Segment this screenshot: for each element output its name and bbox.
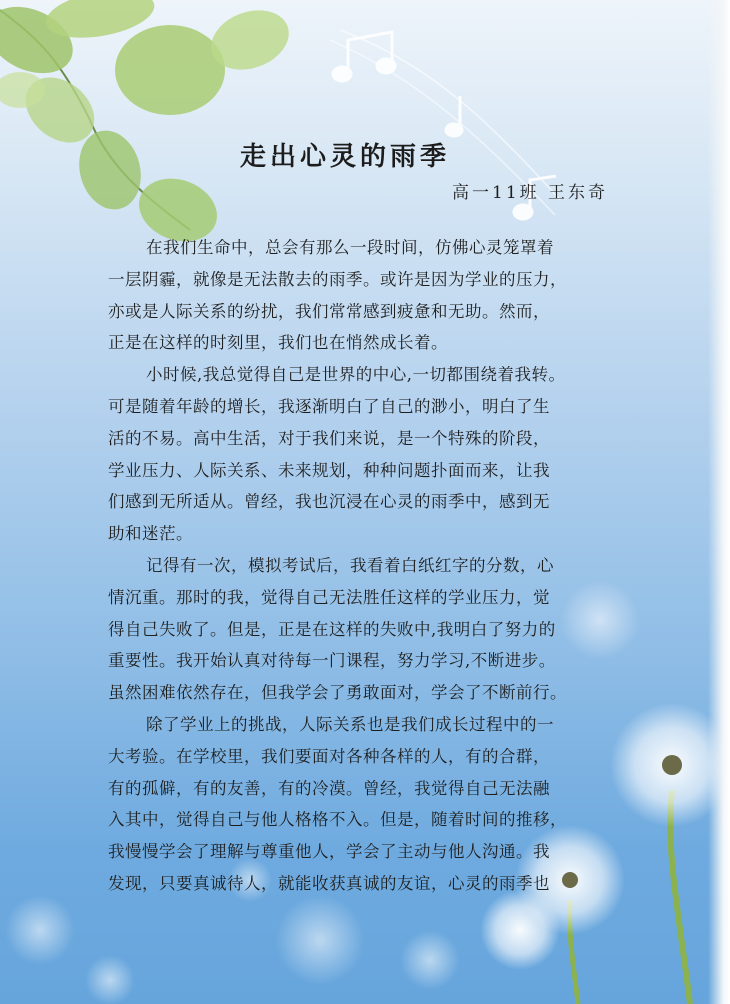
text-line: 记得有一次，模拟考试后，我看着白纸红字的分数，心 [146,555,554,575]
leaves-icon [0,0,297,252]
author-byline: 高一11班 王东奇 [452,183,609,203]
text-line: 们感到无所适从。曾经，我也沉浸在心灵的雨季中，感到无 [108,492,550,512]
text-line: 学业压力、人际关系、未来规划，种种问题扑面而来，让我 [108,460,550,480]
text-line: 助和迷茫。 [108,524,193,544]
text-line: 除了学业上的挑战，人际关系也是我们成长过程中的一 [146,714,554,734]
text-line: 得自己失败了。但是，正是在这样的失败中,我明白了努力的 [108,619,556,639]
text-line: 活的不易。高中生活，对于我们来说，是一个特殊的阶段， [108,428,550,448]
text-line: 情沉重。那时的我，觉得自己无法胜任这样的学业压力，觉 [108,587,550,607]
text-line: 虽然困难依然存在，但我学会了勇敢面对，学会了不断前行。 [108,683,567,703]
page-edge [708,0,730,1004]
paragraph [108,359,620,550]
text-line: 小时候,我总觉得自己是世界的中心,一切都围绕着我转。 [146,365,566,385]
article-title: 走出心灵的雨季 [239,142,450,172]
text-line: 可是随着年龄的增长，我逐渐明白了自己的渺小，明白了生 [108,396,550,416]
text-line: 有的孤僻，有的友善，有的冷漠。曾经，我觉得自己无法融 [108,778,550,798]
text-line: 亦或是人际关系的纷扰，我们常常感到疲惫和无助。然而， [108,301,550,321]
text-line: 重要性。我开始认真对待每一门课程，努力学习,不断进步。 [108,651,556,671]
text-line: 正是在这样的时刻里，我们也在悄然成长着。 [108,333,448,353]
article-body [108,232,620,900]
text-line: 发现，只要真诚待人，就能收获真诚的友谊，心灵的雨季也 [108,873,550,893]
text-line: 在我们生命中，总会有那么一段时间，仿佛心灵笼罩着 [146,238,554,257]
text-line: 大考验。在学校里，我们要面对各种各样的人，有的合群， [108,746,550,766]
text-line: 入其中，觉得自己与他人格格不入。但是，随着时间的推移， [108,810,567,830]
paragraph [108,709,620,900]
paragraph [108,232,620,359]
text-line: 我慢慢学会了理解与尊重他人，学会了主动与他人沟通。我 [108,842,550,862]
text-line: 一层阴霾，就像是无法散去的雨季。或许是因为学业的压力， [108,269,567,289]
paragraph [108,550,620,709]
